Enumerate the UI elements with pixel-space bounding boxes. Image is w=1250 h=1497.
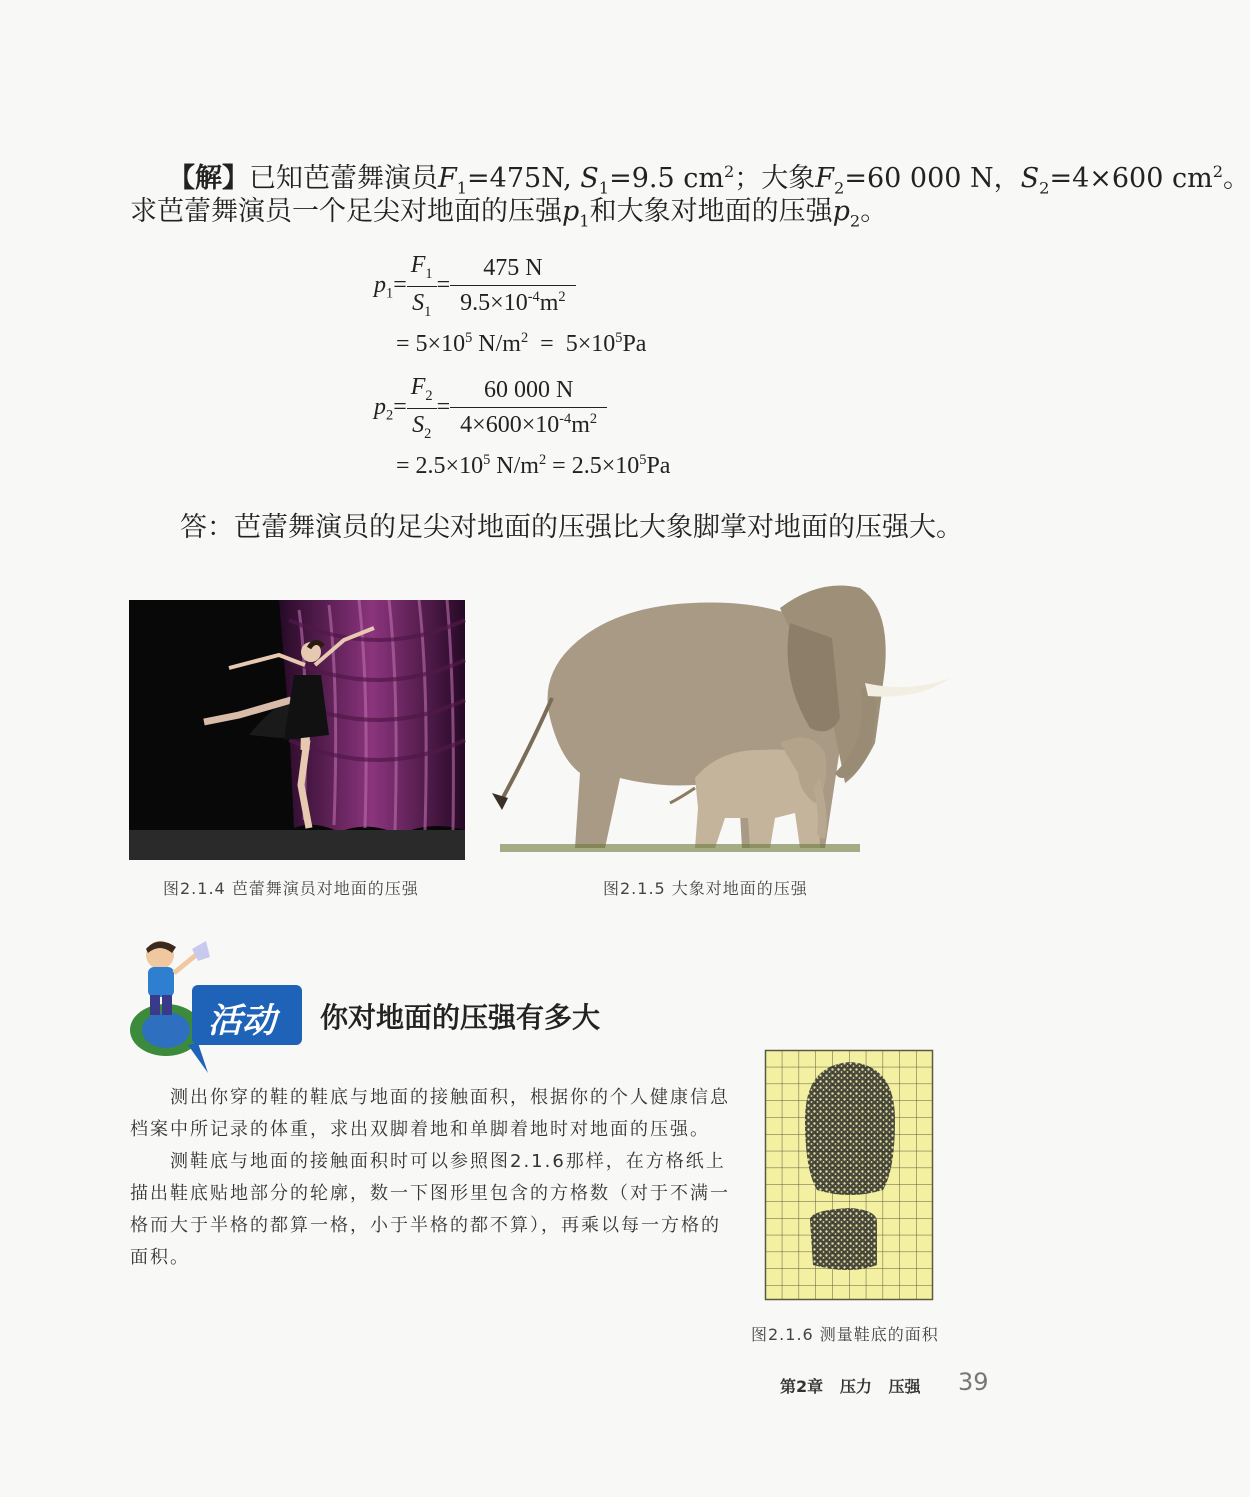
equation-p1-result: = $5\times 10^5$ $N/m^2 = 5\times 10^5Pa$ xyxy=(396,330,647,357)
elephant-photo xyxy=(480,578,952,863)
activity-title: 你对地面的压强有多大 xyxy=(320,1001,601,1034)
figure-caption: 图2.1.5 大象对地面的压强 xyxy=(603,879,808,898)
solution-line-2: 求芭蕾舞演员一个足尖对地面的压强$p_1$和大象对地面的压强$p_2$。 xyxy=(130,196,888,231)
solution-line-1: 【解】已知芭蕾舞演员$F_1=475N$, $S_1=9.5$ $cm^2$；大象$F_2=60$ 000 N，$S_2=4\times 600$ $cm^2$。 xyxy=(168,162,1250,198)
figure-caption: 图2.1.4 芭蕾舞演员对地面的压强 xyxy=(163,879,419,898)
activity-badge xyxy=(192,985,302,1045)
shoe-grid-figure xyxy=(765,1050,933,1300)
page-number: 39 xyxy=(958,1368,989,1396)
shoe-sole-grid-illustration xyxy=(765,1050,933,1300)
elephants-illustration xyxy=(480,578,952,863)
solution-label: 【解】 xyxy=(168,163,249,194)
ballet-dancer-photo xyxy=(129,600,465,860)
figure-caption: 图2.1.6 测量鞋底的面积 xyxy=(751,1325,939,1344)
equation-p2-result: = $2.5\times 10^5$ $N/m^2 = 2.5\times 10^5Pa$ xyxy=(396,452,671,479)
ballet-stage-illustration xyxy=(129,600,465,860)
activity-paragraph-1: 测出你穿的鞋的鞋底与地面的接触面积，根据你的个人健康信息档案中所记录的体重，求出双脚着地和单脚着地时对地面的压强。 xyxy=(130,1087,730,1140)
footer-chapter: 第2章 压力 压强 xyxy=(780,1377,921,1396)
answer-line: 答：芭蕾舞演员的足尖对地面的压强比大象脚掌对地面的压强大。 xyxy=(180,512,963,543)
activity-paragraph-2: 测鞋底与地面的接触面积时可以参照图2.1.6那样，在方格纸上描出鞋底贴地部分的轮廓，数一下图形里包含的方格数（对于不满一格而大于半格的都算一格，小于半格的都不算），再乘以每一方格的面积。 xyxy=(130,1151,730,1268)
equation-p2: $p_2=$ $\frac{F_2}{S_2}$ = $\frac{60 000 N}{4\times 600\times 10^{-4}m^2}$ xyxy=(374,374,607,443)
activity-badge-label: 活动 xyxy=(208,1001,276,1041)
equation-p1: $p_1=$ $\frac{F_1}{S_1}$ = $\frac{475 N}{9.5\times 10^{-4}m^2}$ xyxy=(374,252,576,321)
